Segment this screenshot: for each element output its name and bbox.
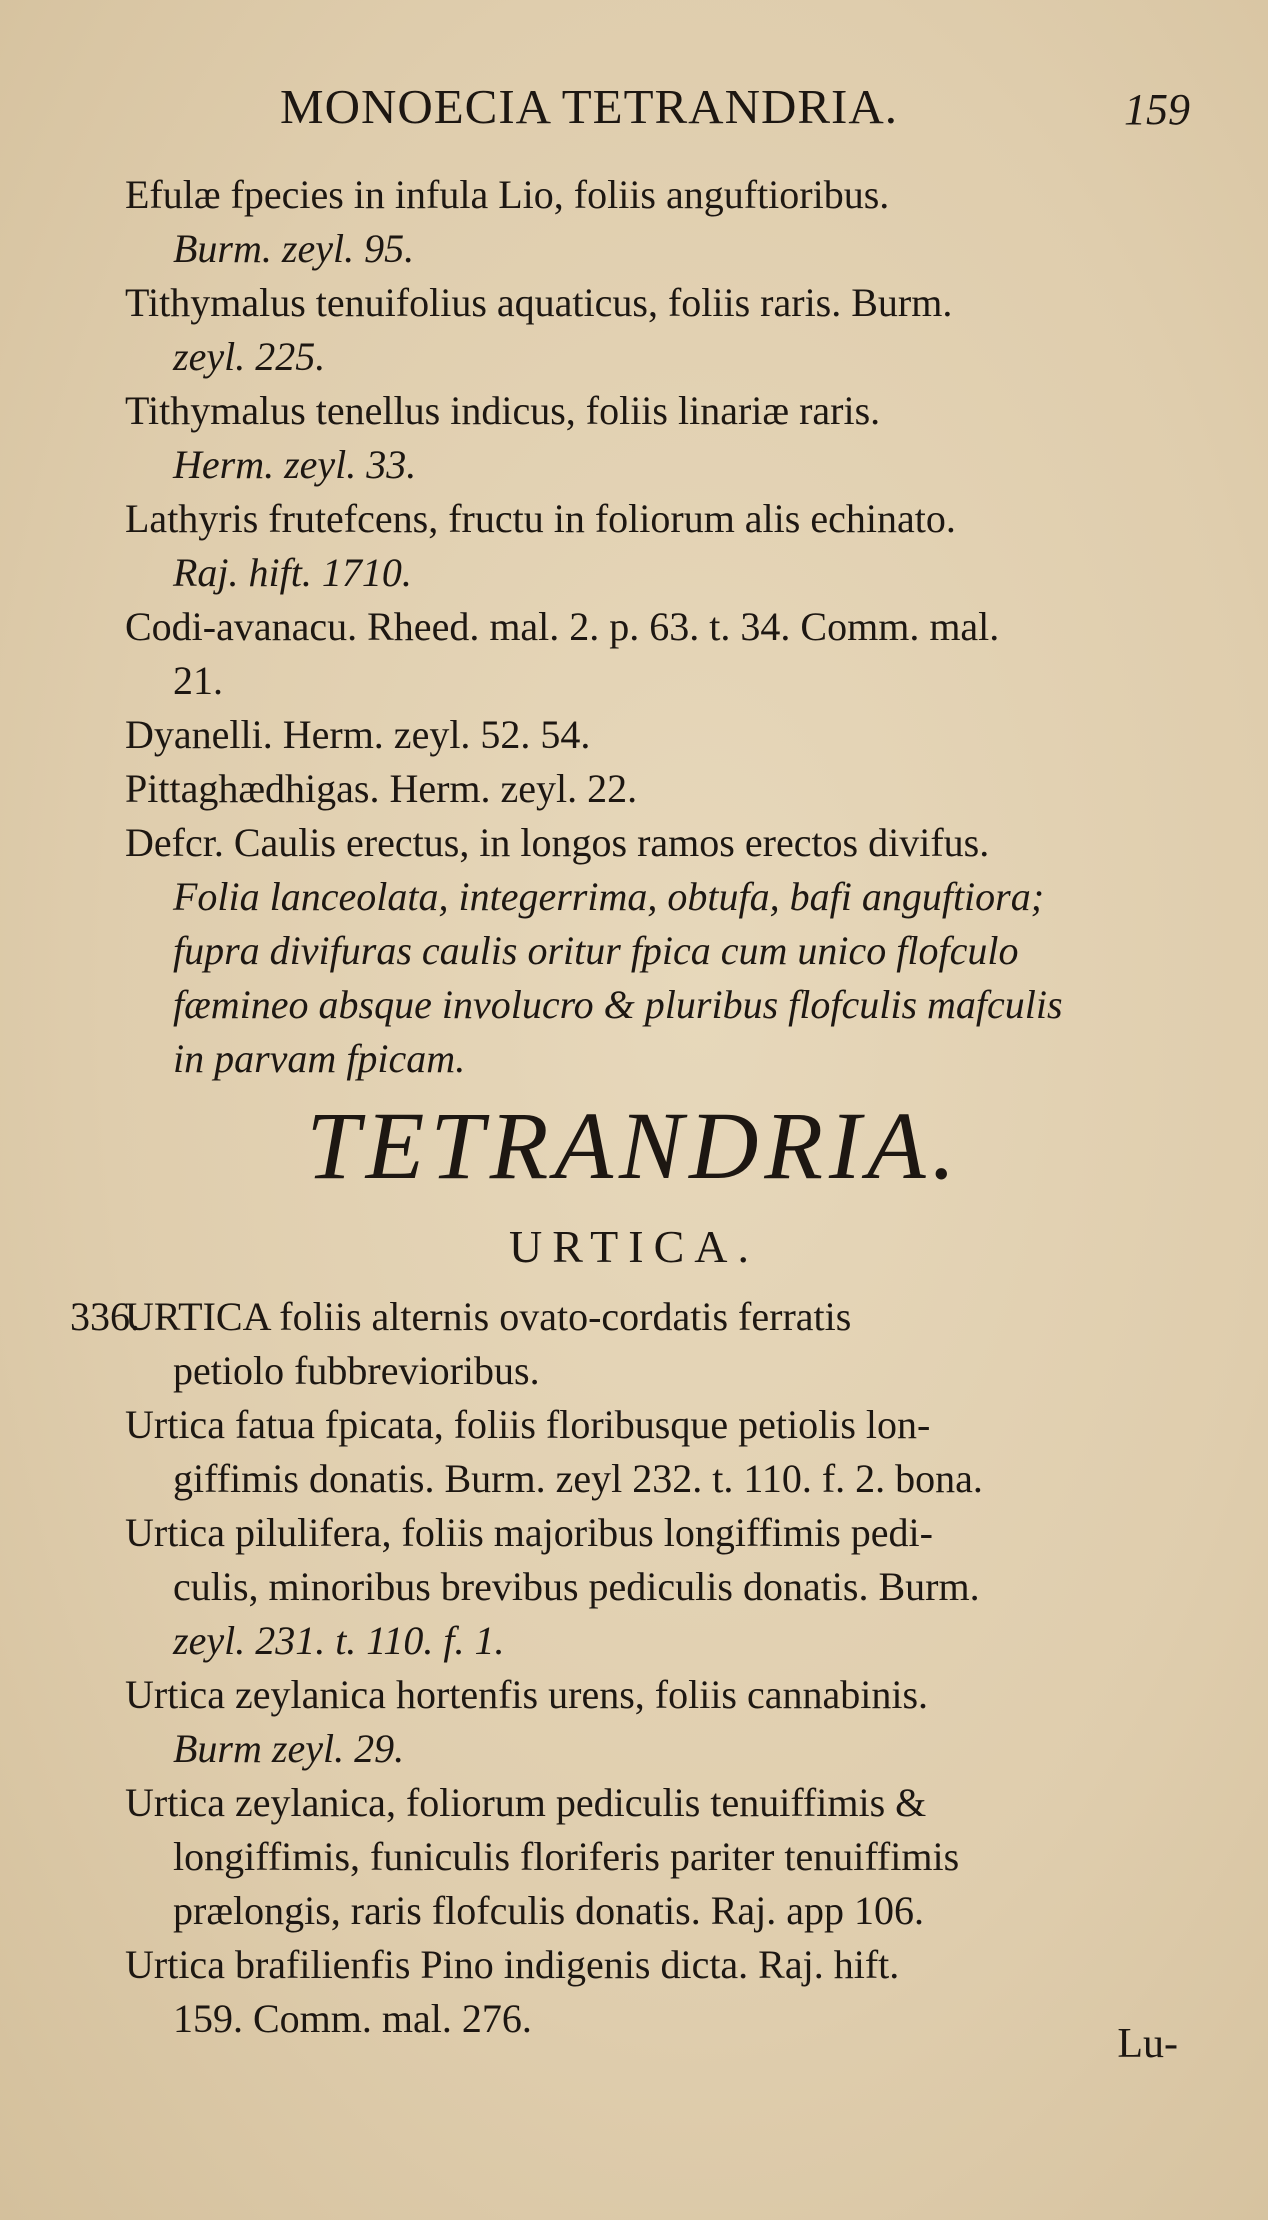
entry-text: Urtica zeylanica hortenfis urens, foliis cannabinis. (125, 1672, 929, 1717)
description-first-line: Defcr. Caulis erectus, in longos ramos erectos divifus. (125, 820, 990, 865)
monoecia-synonym-list (125, 168, 1200, 1086)
synonym-entry (125, 492, 1200, 600)
genus-title: URTICA. (509, 1221, 759, 1272)
entry-text: Efulæ fpecies in infula Lio, foliis anguftioribus. (125, 172, 890, 217)
entry-reference: Burm zeyl. 29. (173, 1726, 405, 1771)
page-number: 159 (1124, 85, 1190, 134)
species-entry (70, 1290, 1200, 1398)
description-line: fæmineo absque involucro & pluribus flofculis mafculis (173, 982, 1063, 1027)
entry-text: Pittaghædhigas. Herm. zeyl. 22. (125, 766, 638, 811)
entry-reference: Burm. zeyl. 95. (173, 226, 415, 271)
synonym-entry (125, 276, 1200, 384)
entry-text-cont: longiffimis, funiculis floriferis pariter tenuiffimis (173, 1834, 960, 1879)
entry-reference: prælongis, raris flofculis donatis. Raj. app 106. (173, 1888, 925, 1933)
entry-text: Codi-avanacu. Rheed. mal. 2. p. 63. t. 34. Comm. mal. (125, 604, 1000, 649)
entry-text-cont: culis, minoribus brevibus pediculis donatis. Burm. (173, 1564, 980, 1609)
synonym-entry (125, 1398, 1200, 1506)
entry-reference: 21. (173, 658, 223, 703)
entry-text: Urtica brafilienfis Pino indigenis dicta. Raj. hift. (125, 1942, 900, 1987)
entry-text: Tithymalus tenuifolius aquaticus, foliis raris. Burm. (125, 280, 953, 325)
page-header (110, 78, 1190, 148)
section-title: TETRANDRIA. (306, 1092, 962, 1199)
entry-text: Lathyris frutefcens, fructu in foliorum alis echinato. (125, 496, 956, 541)
synonym-entry (125, 168, 1200, 276)
synonym-entry (125, 384, 1200, 492)
synonym-entry (125, 708, 1200, 762)
catchword: Lu- (1117, 2021, 1178, 2067)
synonym-entry (125, 762, 1200, 816)
entry-reference: 159. Comm. mal. 276. (173, 1996, 532, 2041)
entry-reference: Raj. hift. 1710. (173, 550, 412, 595)
description-line: fupra divifuras caulis oritur fpica cum unico flofculo (173, 928, 1019, 973)
entry-reference: Herm. zeyl. 33. (173, 442, 417, 487)
description-line: in parvam fpicam. (173, 1036, 466, 1081)
synonym-entry (125, 1668, 1200, 1776)
entry-text: Urtica zeylanica, foliorum pediculis tenuiffimis & (125, 1780, 927, 1825)
urtica-section (70, 1290, 1200, 2046)
running-title: MONOECIA TETRANDRIA. (280, 79, 898, 134)
description-paragraph (125, 816, 1200, 1086)
species-diagnosis: URTICA foliis alternis ovato-cordatis ferratis (125, 1294, 852, 1339)
synonym-entry (125, 1506, 1200, 1668)
species-number: 336. (70, 1294, 140, 1339)
synonym-entry (125, 600, 1200, 708)
synonym-entry (125, 1776, 1200, 1938)
entry-reference: zeyl. 231. t. 110. f. 1. (173, 1618, 505, 1663)
description-line: Folia lanceolata, integerrima, obtufa, bafi anguftiora; (173, 874, 1045, 919)
entry-reference: giffimis donatis. Burm. zeyl 232. t. 110. f. 2. bona. (173, 1456, 983, 1501)
entry-text: Dyanelli. Herm. zeyl. 52. 54. (125, 712, 591, 757)
entry-text: Tithymalus tenellus indicus, foliis linariæ raris. (125, 388, 881, 433)
entry-reference: zeyl. 225. (173, 334, 326, 379)
entry-text: Urtica pilulifera, foliis majoribus longiffimis pedi- (125, 1510, 933, 1555)
entry-text: Urtica fatua fpicata, foliis floribusque petiolis lon- (125, 1402, 931, 1447)
synonym-entry (125, 1938, 1200, 2046)
species-diagnosis-cont: petiolo fubbrevioribus. (173, 1348, 540, 1393)
